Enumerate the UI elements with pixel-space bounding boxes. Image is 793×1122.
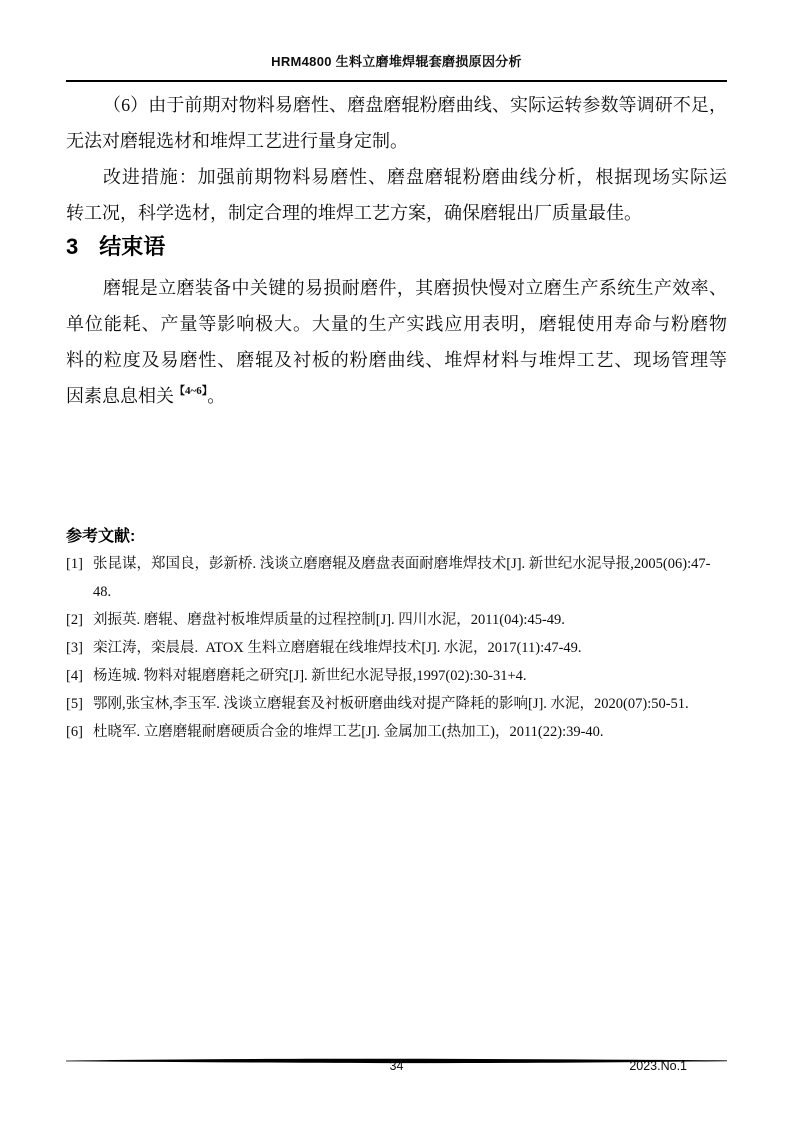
section-number: 3: [66, 234, 79, 259]
reference-label: [4]: [66, 668, 83, 684]
reference-item: [66, 606, 727, 634]
footer-issue-number: 2023.No.1: [629, 1059, 687, 1073]
paragraph-line: 磨辊是立磨装备中关键的易损耐磨件，其磨损快慢对立磨生产系统生产效率、: [103, 278, 727, 298]
reference-label: [1]: [66, 556, 83, 572]
reference-label: [3]: [66, 640, 83, 656]
paragraph-line: [66, 378, 727, 414]
paragraph-line: 无法对磨辊选材和堆焊工艺进行量身定制。: [66, 131, 408, 151]
reference-item: [66, 718, 727, 746]
running-header-title: HRM4800 生料立磨堆焊辊套磨损原因分析: [271, 54, 522, 69]
reference-item: [66, 690, 727, 718]
section-title: 结束语: [99, 234, 166, 259]
reference-text: 杜晓军. 立磨磨辊耐磨硬质合金的堆焊工艺[J]. 金属加工(热加工)，2011(22):39-40.: [93, 724, 604, 740]
reference-text: 鄂刚,张宝林,李玉军. 浅谈立磨辊套及衬板研磨曲线对提产降耗的影响[J]. 水泥，2020(07):50-51.: [93, 696, 689, 712]
paragraph-text: 因素息息相关: [66, 386, 174, 406]
reference-text: 杨连城. 物料对辊磨磨耗之研究[J]. 新世纪水泥导报,1997(02):30-31+4.: [93, 668, 527, 684]
paragraph-text: 。: [207, 386, 226, 406]
main-content: [66, 87, 727, 414]
references-heading: 参考文献:: [66, 528, 136, 545]
reference-label: [5]: [66, 696, 83, 712]
reference-text: 栾江涛，栾晨晨. ATOX 生料立磨磨辊在线堆焊技术[J]. 水泥，2017(11):47-49.: [93, 640, 582, 656]
references-section: [66, 524, 727, 746]
reference-item: [66, 634, 727, 662]
paragraph-line: 转工况，科学选材，制定合理的堆焊工艺方案，确保磨辊出厂质量最佳。: [66, 203, 642, 223]
citation-superscript: 【4~6】: [174, 385, 208, 397]
header-rule: [66, 80, 727, 82]
paragraph-line: 单位能耗、产量等影响极大。大量的生产实践应用表明，磨辊使用寿命与粉磨物: [66, 314, 727, 334]
reference-item: [66, 550, 727, 606]
footer-page-number: 34: [389, 1059, 404, 1073]
reference-item: [66, 662, 727, 690]
footer-rule: [66, 1051, 727, 1057]
section-heading: [66, 234, 727, 260]
paragraph-line: 改进措施：加强前期物料易磨性、磨盘磨辊粉磨曲线分析，根据现场实际运: [103, 167, 727, 187]
paragraph-line: 料的粒度及易磨性、磨辊及衬板的粉磨曲线、堆焊材料与堆焊工艺、现场管理等: [66, 350, 727, 370]
reference-label: [6]: [66, 724, 83, 740]
paragraph-line: （6）由于前期对物料易磨性、磨盘磨辊粉磨曲线、实际运转参数等调研不足，: [103, 95, 727, 115]
reference-text: 张昆谋，郑国良，彭新桥. 浅谈立磨磨辊及磨盘表面耐磨堆焊技术[J]. 新世纪水泥导报,2005(06):47-48.: [93, 556, 711, 600]
reference-label: [2]: [66, 612, 83, 628]
reference-text: 刘振英. 磨辊、磨盘衬板堆焊质量的过程控制[J]. 四川水泥，2011(04):45-49.: [93, 612, 565, 628]
